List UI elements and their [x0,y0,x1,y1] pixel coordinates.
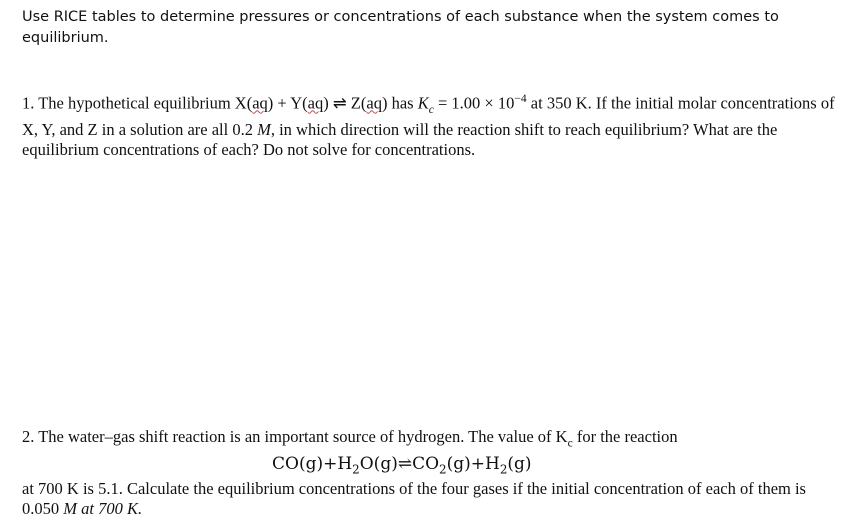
q1-has: ) has [381,93,418,113]
q2-k-subscript: c [567,437,573,450]
eq-sub-2: 2 [439,462,447,477]
q1-aq-1: aq [252,93,268,113]
q2-line-2: at 700 K is 5.1. Calculate the equilibrium concentrations of the four gases if the initial concentration of each of them is 0.050 [22,479,806,518]
eq-sub-3: 2 [499,462,508,477]
q1-rest-1: at 350 K. If the initial molar concentrations of X, Y, and Z in a solution are all 0.2 [22,93,835,139]
q1-arrow: ) ⇌ Z( [323,93,367,113]
question-1 [22,89,842,160]
eq-part-d: (g) [507,454,532,474]
eq-part-a: CO(g)+H [272,454,353,474]
q1-molar-unit: M [257,119,271,139]
question-2-continued [22,479,842,519]
q2-equation [272,453,532,480]
eq-sub-1: 2 [352,462,360,477]
eq-part-b: O(g)⇌CO [359,454,440,474]
q1-k-symbol: K [417,93,429,113]
q1-aq-3: aq [366,93,382,113]
eq-part-c: (g)+H [446,454,500,474]
q1-aq-2: aq [307,93,324,113]
instructions-text: Use RICE tables to determine pressures or concentrations of each substance when the system comes to equilibrium. [22,9,779,46]
q1-plus: ) + Y( [267,93,308,113]
q2-line-1: 2. The water–gas shift reaction is an important source of hydrogen. The value of K [22,427,568,446]
q1-x: X( [234,93,253,113]
q1-k-subscript: c [428,103,434,116]
question-2 [22,427,842,453]
q1-prefix: 1. The hypothetical equilibrium [22,93,235,113]
q2-line-2-italic: M at 700 K. [63,499,143,518]
q2-line-1-end: for the reaction [572,427,678,446]
q1-rest-2: , in which direction will the reaction shift to reach equilibrium? What are the equilibrium concentrations of each? Do not solve for concentrations. [22,119,778,159]
q1-k-exponent: −4 [514,93,527,105]
q1-k-value: = 1.00 × 10 [433,93,515,113]
